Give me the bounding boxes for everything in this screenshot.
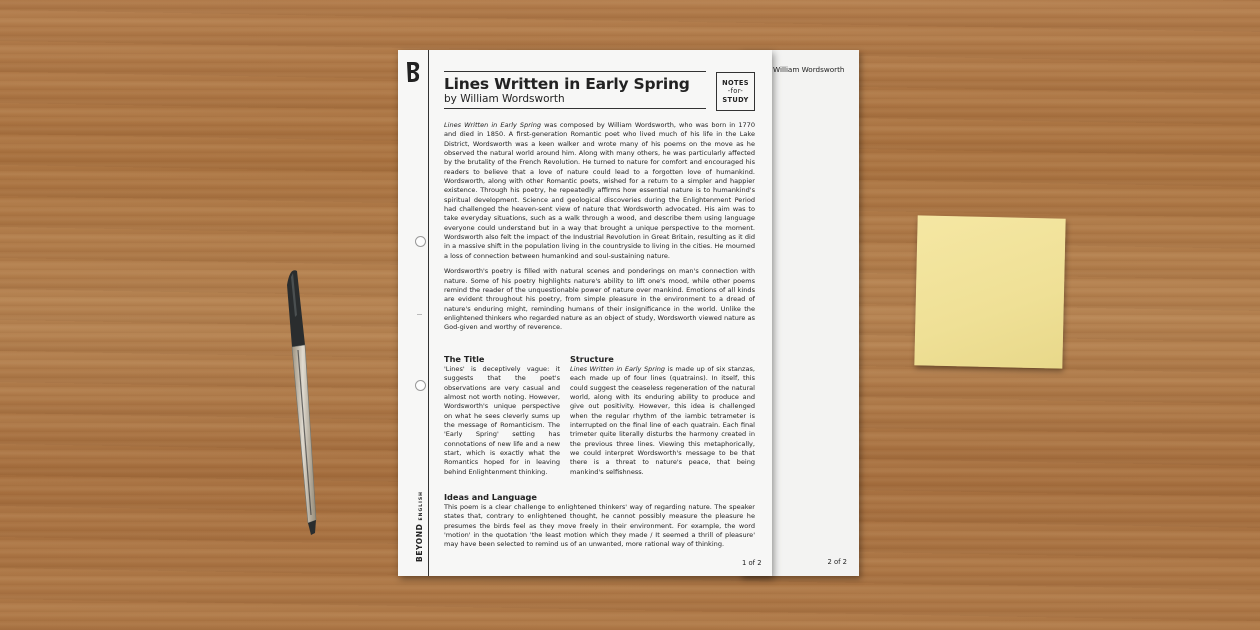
intro-paragraph-1 [444, 121, 755, 261]
worksheet-page-1 [398, 50, 772, 576]
ideas-section-heading: Ideas and Language [444, 492, 537, 502]
punch-hole [415, 380, 426, 391]
brand-logo-text [415, 491, 424, 562]
brand-sub: ENGLISH [419, 490, 424, 521]
byline: by William Wordsworth [444, 93, 565, 105]
fold-mark [417, 314, 422, 315]
ideas-section-text: This poem is a clear challenge to enlightened thinkers' way of regarding nature. The speaker states that, contrary to enlightened thought, he cannot possibly measure the pleasure he presumes the birds feel as they move freely in their environment. For example, the word 'motion' in the quotation 'the least motion which they made / It seemed a thrill of pleasure' may have been selected to remind us of an unwanted, more rational way of thinking. [444, 503, 755, 549]
intro-paragraph-2: Wordsworth's poetry is filled with natural scenes and ponderings on man's connection with nature. Some of his poetry highlights nature's ability to lift one's mood, while other poems remind the reader of the unquestionable power of nature over mankind. Emotions of all kinds are evident throughout his poetry, from simple pleasure in the environment to a dread of nature's enduring might, reminding humans of their insignificance in the world. Unlike the enlightened thinkers who regarded nature as an object of study, Wordsworth viewed nature as God-given and worthy of reverence. [444, 267, 755, 332]
notes-line-2: -for- [727, 87, 744, 96]
page-2-number: 2 of 2 [827, 558, 847, 566]
notes-line-1: NOTES [722, 78, 749, 87]
notes-for-study-badge [716, 72, 755, 111]
structure-section-body: is made up of six stanzas, each made up of four lines (quatrains). In itself, this could suggest the ceaseless regeneration of the natural world, along with its enduring ability to produce and give out positivity. However, this idea is challenged when the regular rhythm of the iambic tetrameter is interrupted on the final line of each quatrain. Each final trimeter quite literally disturbs the harmony created in the previous three lines. Viewing this metaphorically, we could interpret Wordsworth's message to be that there is a threat to nature's peace, that being mankind's selfishness. [570, 365, 755, 476]
header-rule-top [444, 71, 706, 72]
structure-section-text [570, 365, 755, 490]
page-2-header-author: William Wordsworth [773, 65, 845, 74]
page-1-number: 1 of 2 [742, 559, 762, 567]
title-section-heading: The Title [444, 354, 485, 364]
introduction-text [444, 121, 755, 347]
structure-poem-title: Lines Written in Early Spring [570, 365, 666, 373]
sidebar-divider [428, 50, 429, 576]
sticky-note [914, 215, 1065, 368]
beyond-logo-icon [405, 61, 421, 83]
notes-line-3: STUDY [722, 95, 749, 104]
title-section-text: 'Lines' is deceptively vague: it suggests that the poet's observations are very casual and almost not worth noting. However, Wordsworth's unique perspective on what he sees cleverly sums up the message of Romanticism. The 'Early Spring' setting has connotations of new life and a new start, which is exactly what the Romantics hoped for in leaving behind Enlightenment thinking. [444, 365, 560, 476]
intro-paragraph-1-text: was composed by William Wordsworth, who was born in 1770 and died in 1850. A first-generation Romantic poet who lived much of his life in the Lake District, Wordsworth was a keen walker and wrote many of his poems on the move as he observed the natural world around him. Along with many others, he was particularly affected by the brutality of the French Revolution. He turned to nature for comfort and encouraged his readers to believe that a love of nature could lead to a forgotten love of humankind. Wordsworth, along with other Romantic poets, wished for a return to a simpler and happier existence. Through his poetry, he repeatedly affirms how essential nature is to humankind's spiritual development. Science and geological discoveries during the Enlightenment Period had challenged the heaven-sent view of nature that Wordsworth advocated. His aim was to take everyday situations, such as a walk through a wood, and describe them using language everyone could understand but in a way that brought a unique perspective to the moment. Wordsworth also felt the impact of the Industrial Revolution in Great Britain, resulting as it did in a massive shift in the population living in the countryside to living in the cities. He mourned a loss of connection between humankind and soul-sustaining nature. [444, 121, 755, 260]
page-title: Lines Written in Early Spring [444, 75, 690, 93]
intro-poem-title: Lines Written in Early Spring [444, 121, 542, 129]
punch-hole [415, 236, 426, 247]
header-rule-bottom [444, 108, 706, 109]
structure-section-heading: Structure [570, 354, 614, 364]
pen [270, 265, 330, 545]
brand-main: BEYOND [415, 523, 424, 562]
